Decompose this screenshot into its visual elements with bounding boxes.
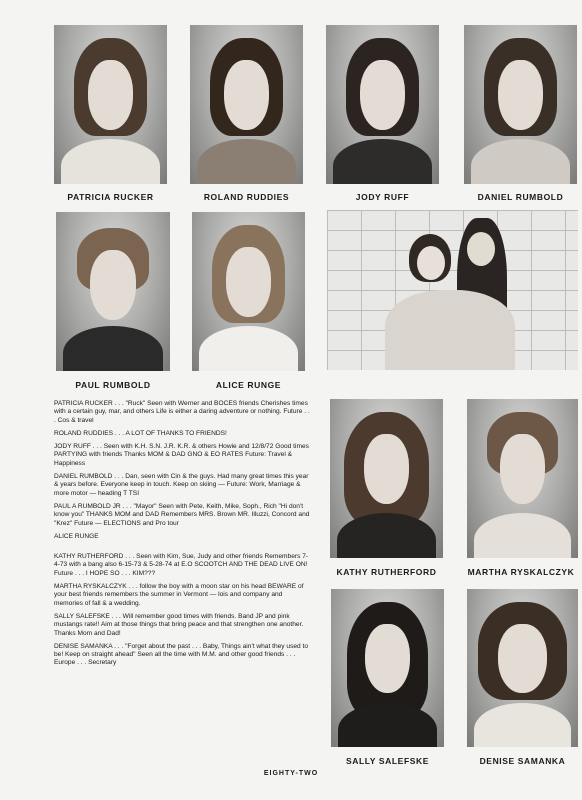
bio-text: MARTHA RYSKALCZYK . . . follow the boy with a moon star on his head BEWARE of your best friends remembers the summer in Vermont — lois and company and memories of fall & a wedding. [54, 583, 304, 607]
bio-text: ALICE RUNGE [54, 532, 99, 540]
portrait-photo [56, 212, 170, 371]
bio-text: PAUL A RUMBOLD JR . . . "Mayor" Seen with Pete, Keith, Mike, Soph., Rich "Hi don't know you" THANKS MOM and DAD Remembers MRS. Brown MR. Illuzzi, Concord and "Krez" Future — ELECTIONS and Pro tour [54, 502, 310, 527]
student-name: SALLY SALEFSKE [345, 756, 430, 766]
candid-photo [327, 210, 578, 370]
portrait-photo [467, 589, 578, 747]
student-name: ALICE RUNGE [215, 380, 282, 390]
bio-text: DENISE SAMANKA . . . "Forget about the past . . . Baby, Things ain't what they used to be! Keep on straight ahead" Seen all the time with M.M. and other good friends . . . Europe . . . Secretary [54, 642, 309, 667]
student-name: JODY RUFF [355, 192, 410, 202]
portrait-photo [192, 212, 305, 371]
bio-column [54, 400, 312, 673]
bio-text: KATHY RUTHERFORD . . . Seen with Kim, Sue, Judy and other friends Remembers 7-4-73 with a bang also 6-15-73 & 5-28-74 at E.O SCOOTCH AND THE DEAD LIVE ON! Future . . . I HOPE SO . . . KIM??? [54, 553, 309, 577]
portrait-photo [467, 399, 578, 558]
student-name: PATRICIA RUCKER [67, 192, 154, 202]
portrait-photo [190, 25, 303, 184]
student-name: PAUL RUMBOLD [75, 380, 151, 390]
student-name: DENISE SAMANKA [479, 756, 566, 766]
bio-text: SALLY SALEFSKE . . . Will remember good times with friends. Band JP and pink mustangs rate!! Aim at those things that bring peace and that strengthen one another. Thanks Mom and Dad! [54, 612, 304, 637]
bio-text: JODY RUFF . . . Seen with K.H. S.N. J.R. K.R. & others Howie and 12/8/72 Good times PARTYING with friends Thanks MOM & DAD GNO & EO RATES Future: Travel & Happiness [54, 443, 309, 467]
bio-text: DANIEL RUMBOLD . . . Dan, seen with Cin & the guys. Had many great times this year & years before. Everyone keep in touch. Keep on skiing — Future: Work, Marriage & more motor — heading T TSI [54, 473, 309, 497]
portrait-photo [326, 25, 439, 184]
bio-text: ROLAND RUDDIES . . . A LOT OF THANKS TO FRIENDS! [54, 429, 227, 437]
bio-text: PATRICIA RUCKER . . . "Ruck" Seen with Werner and BOCES friends Cherishes times with a certain guy, mar, and others Life is either a daring adventure or nothing. Future . . . Cos & travel [54, 400, 310, 424]
portrait-photo [54, 25, 167, 184]
student-name: DANIEL RUMBOLD [477, 192, 564, 202]
portrait-photo [331, 589, 444, 747]
student-name: MARTHA RYSKALCZYK [467, 567, 575, 577]
page-number: EIGHTY-TWO [263, 770, 319, 777]
student-name: ROLAND RUDDIES [203, 192, 290, 202]
student-name: KATHY RUTHERFORD [336, 567, 437, 577]
portrait-photo [330, 399, 443, 558]
portrait-photo [464, 25, 577, 184]
